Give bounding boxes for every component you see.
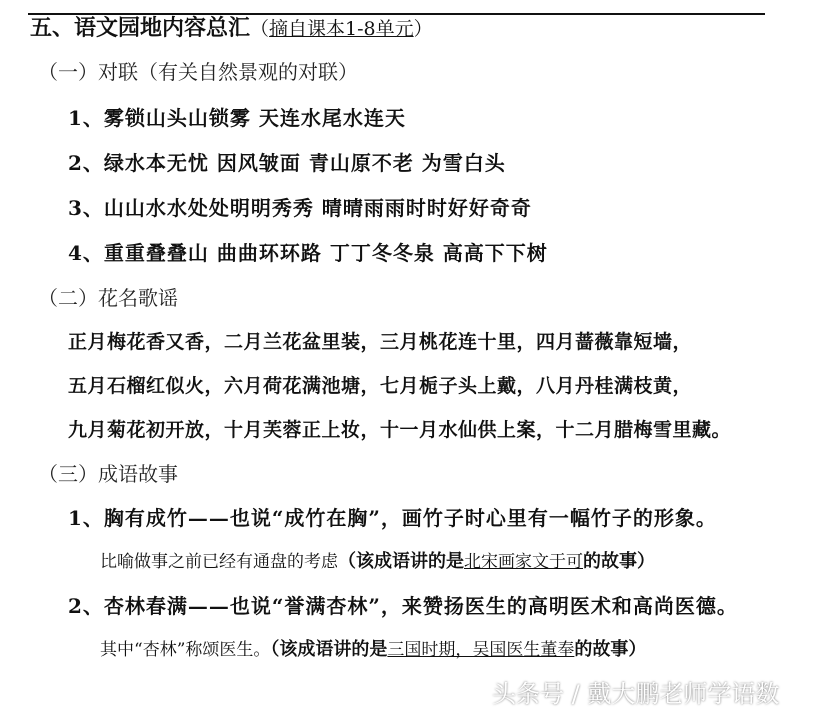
note-underlined: 北宋画家文于可: [464, 552, 583, 572]
ballad-line: 九月菊花初开放，十月芙蓉正上妆，十一月水仙供上案，十二月腊梅雪里藏。: [68, 419, 732, 441]
idiom-note: [100, 636, 646, 664]
section-heading: （一）对联（有关自然景观的对联）: [38, 60, 358, 84]
section-heading: （二）花名歌谣: [38, 286, 178, 310]
ballad-line: 五月石榴红似火，六月荷花满池塘，七月栀子头上戴，八月丹桂满枝黄，: [68, 375, 693, 397]
note-paren: 的故事）: [583, 551, 655, 572]
title-sub: （摘自课本1-8单元）: [250, 18, 433, 40]
idiom-line: 1、胸有成竹——也说“成竹在胸”，画竹子时心里有一幅竹子的形象。: [68, 506, 717, 530]
note-paren: （该成语讲的是: [338, 551, 464, 572]
title-main: 五、语文园地内容总汇: [30, 15, 251, 41]
watermark: 头条号 / 戴大鹏老师学语数: [492, 680, 780, 708]
note-underlined: 三国时期，吴国医生董奉: [387, 640, 575, 660]
note-text: 其中“杏林”称颂医生。: [100, 640, 271, 660]
idiom-line: 2、杏林春满——也说“誉满杏林”，来赞扬医生的高明医术和高尚医德。: [68, 594, 738, 618]
section-heading: （三）成语故事: [38, 462, 178, 486]
couplet: 4、重重叠叠山 曲曲环环路 丁丁冬冬泉 高高下下树: [68, 241, 548, 265]
couplet: 2、绿水本无忧 因风皱面 青山原不老 为雪白头: [68, 151, 506, 175]
idiom-note: [100, 548, 655, 576]
note-paren: （该成语讲的是: [270, 639, 388, 660]
couplet: 1、雾锁山头山锁雾 天连水尾水连天: [68, 106, 406, 130]
ballad-line: 正月梅花香又香，二月兰花盆里装，三月桃花连十里，四月蔷薇靠短墙，: [68, 331, 693, 353]
title-sub-text: 摘自课本1-8单元: [269, 18, 414, 40]
note-text: 比喻做事之前已经有通盘的考虑: [100, 552, 338, 572]
note-paren: 的故事）: [574, 639, 647, 660]
page-title: [30, 14, 433, 43]
couplet: 3、山山水水处处明明秀秀 晴晴雨雨时时好好奇奇: [68, 196, 532, 220]
